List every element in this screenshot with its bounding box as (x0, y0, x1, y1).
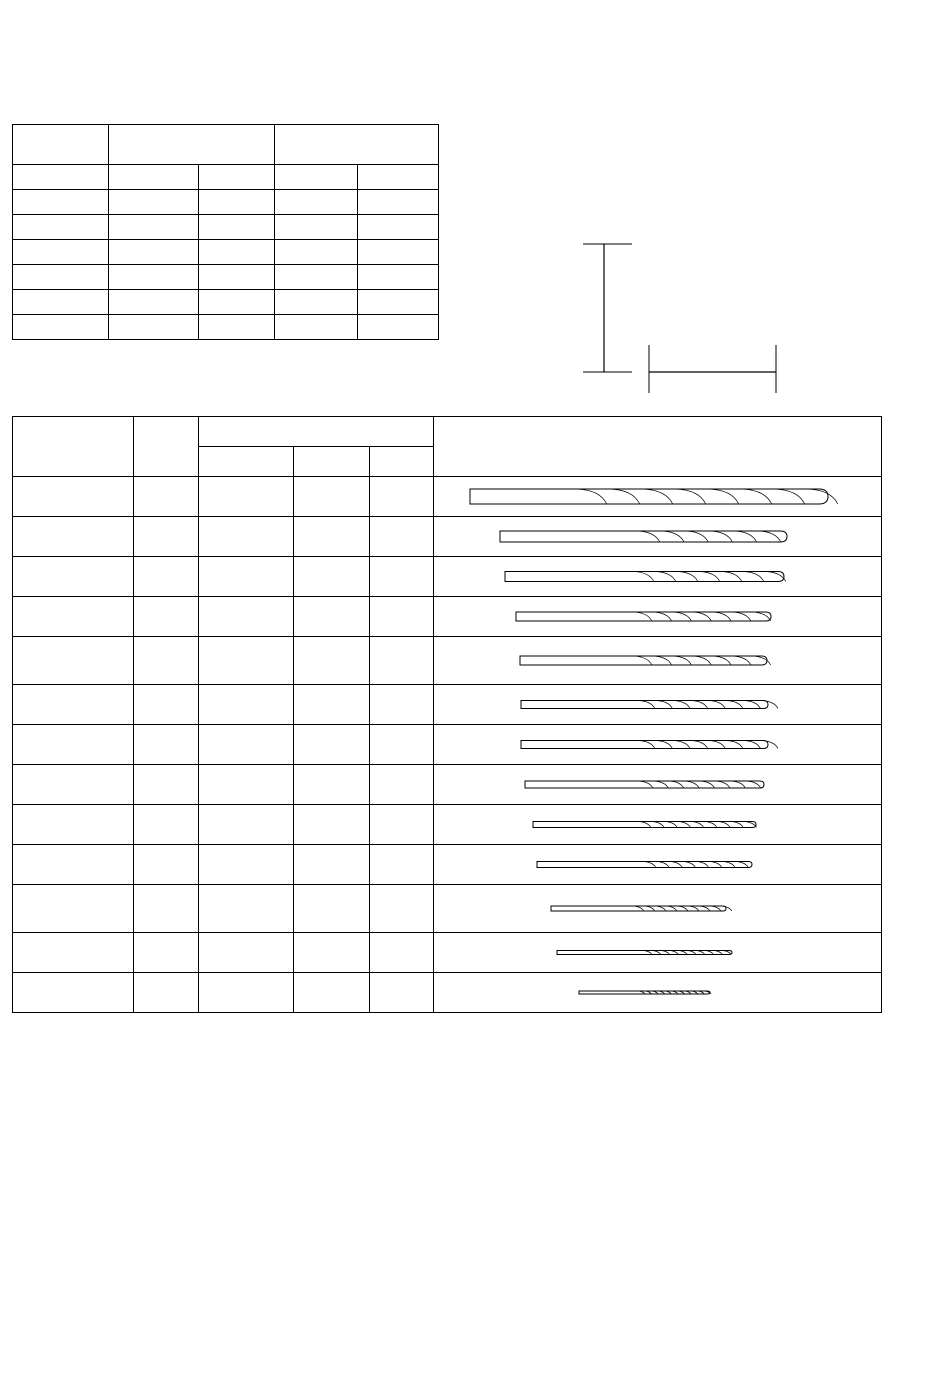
drill-bit-row (13, 597, 882, 637)
drill-bit-cell (133, 845, 198, 885)
drill-bit-cell (133, 557, 198, 597)
drill-bit-cell (13, 765, 134, 805)
size-table-cell (198, 165, 275, 190)
size-table-cell (275, 215, 358, 240)
size-table-cell (108, 315, 198, 340)
drill-bit-cell (370, 885, 434, 933)
drill-bit-cell (294, 933, 370, 973)
drill-bit-row (13, 885, 882, 933)
size-table-cell (275, 240, 358, 265)
drill-bit-drawing-cell (433, 477, 881, 517)
drill-bit-cell (13, 637, 134, 685)
drill-bit-cell (198, 725, 294, 765)
drill-bit-cell (370, 725, 434, 765)
drill-bit-cell (13, 933, 134, 973)
size-table (12, 124, 439, 340)
drill-bit-6-icon (434, 685, 880, 724)
drill-bit-7-icon (434, 725, 880, 764)
size-table-cell (358, 265, 439, 290)
size-table-cell (108, 215, 198, 240)
drill-bit-table-subheader-cell (198, 447, 294, 477)
drill-bit-drawing-cell (433, 885, 881, 933)
drill-bit-cell (294, 685, 370, 725)
drill-bit-cell (294, 517, 370, 557)
drill-bit-11-icon (434, 885, 880, 932)
size-table-cell (358, 165, 439, 190)
size-table-row (13, 265, 439, 290)
drill-bit-cell (370, 685, 434, 725)
drill-bit-row (13, 765, 882, 805)
size-table-cell (198, 265, 275, 290)
drill-bit-13-icon (434, 973, 880, 1012)
drill-bit-drawing-cell (433, 685, 881, 725)
size-table-cell (358, 240, 439, 265)
drill-bit-cell (370, 477, 434, 517)
drill-bit-cell (133, 685, 198, 725)
drill-bit-cell (13, 845, 134, 885)
size-table-cell (198, 215, 275, 240)
size-table-cell (13, 290, 109, 315)
size-table-cell (358, 215, 439, 240)
drill-bit-cell (294, 765, 370, 805)
drill-bit-cell (133, 765, 198, 805)
size-table-cell (13, 265, 109, 290)
drill-bit-cell (370, 973, 434, 1013)
drill-bit-drawing-cell (433, 973, 881, 1013)
drill-bit-cell (370, 557, 434, 597)
size-table-cell (108, 290, 198, 315)
drill-bit-cell (13, 685, 134, 725)
drill-bit-cell (370, 765, 434, 805)
drill-bit-cell (133, 725, 198, 765)
drill-bit-table-subheader-cell (294, 447, 370, 477)
drill-bit-cell (198, 885, 294, 933)
drill-bit-row (13, 845, 882, 885)
drill-bit-cell (198, 637, 294, 685)
size-table-subheader-row (13, 165, 439, 190)
drill-bit-cell (133, 477, 198, 517)
drill-bit-10-icon (434, 845, 880, 884)
drill-bit-table (12, 416, 882, 1013)
drill-bit-row (13, 725, 882, 765)
drill-bit-cell (370, 805, 434, 845)
drill-bit-cell (198, 597, 294, 637)
size-table-header-cell (108, 125, 275, 165)
drill-bit-row (13, 685, 882, 725)
drill-bit-cell (294, 885, 370, 933)
drill-bit-cell (198, 557, 294, 597)
drill-bit-table-header-cell (198, 417, 433, 447)
drill-bit-8-icon (434, 765, 880, 804)
drill-bit-cell (370, 845, 434, 885)
size-table-header-cell (275, 125, 439, 165)
drill-bit-cell (294, 637, 370, 685)
drill-bit-2-icon (434, 517, 880, 556)
drill-bit-cell (294, 557, 370, 597)
drill-bit-table-header-cell (433, 417, 881, 477)
drill-bit-row (13, 557, 882, 597)
drill-bit-cell (198, 765, 294, 805)
drill-bit-cell (133, 885, 198, 933)
drill-bit-cell (13, 597, 134, 637)
drill-bit-cell (198, 973, 294, 1013)
drill-bit-cell (294, 725, 370, 765)
drill-bit-cell (13, 805, 134, 845)
drill-bit-table-subheader-cell (370, 447, 434, 477)
drill-bit-cell (198, 517, 294, 557)
size-table-row (13, 215, 439, 240)
drill-bit-cell (370, 517, 434, 557)
size-table-cell (275, 315, 358, 340)
drill-bit-9-icon (434, 805, 880, 844)
size-table-cell (275, 190, 358, 215)
drill-bit-cell (133, 933, 198, 973)
drill-bit-cell (13, 725, 134, 765)
drill-bit-cell (294, 805, 370, 845)
drill-bit-cell (198, 933, 294, 973)
drill-bit-row (13, 973, 882, 1013)
drill-bit-cell (133, 637, 198, 685)
drill-bit-drawing-cell (433, 637, 881, 685)
size-table-cell (13, 190, 109, 215)
drill-bit-cell (198, 685, 294, 725)
drill-bit-1-icon (434, 477, 880, 516)
drill-bit-drawing-cell (433, 765, 881, 805)
drill-bit-row (13, 477, 882, 517)
size-table-cell (358, 315, 439, 340)
dimension-diagram (575, 235, 795, 400)
drill-bit-cell (198, 805, 294, 845)
drill-bit-drawing-cell (433, 597, 881, 637)
drill-bit-cell (294, 845, 370, 885)
drill-bit-body (557, 951, 732, 955)
drill-bit-cell (133, 517, 198, 557)
drill-bit-cell (13, 477, 134, 517)
size-table-cell (108, 265, 198, 290)
drill-bit-cell (13, 885, 134, 933)
size-table-cell (358, 190, 439, 215)
size-table-cell (275, 290, 358, 315)
drill-bit-cell (133, 805, 198, 845)
drill-bit-body (505, 572, 784, 582)
size-table-cell (13, 215, 109, 240)
size-table-cell (198, 190, 275, 215)
drill-bit-4-icon (434, 597, 880, 636)
drill-bit-3-icon (434, 557, 880, 596)
size-table-row (13, 315, 439, 340)
size-table-row (13, 190, 439, 215)
drill-bit-row (13, 637, 882, 685)
size-table-header-cell (13, 125, 109, 165)
drill-bit-12-icon (434, 933, 880, 972)
size-table-cell (198, 240, 275, 265)
drill-bit-cell (13, 973, 134, 1013)
drill-bit-cell (370, 637, 434, 685)
drill-bit-cell (198, 477, 294, 517)
size-table-cell (198, 290, 275, 315)
drill-bit-drawing-cell (433, 725, 881, 765)
drill-bit-cell (198, 845, 294, 885)
drill-bit-drawing-cell (433, 805, 881, 845)
drill-bit-drawing-cell (433, 517, 881, 557)
size-table-cell (13, 165, 109, 190)
drill-bit-cell (370, 933, 434, 973)
size-table-row (13, 240, 439, 265)
drill-bit-table-header-cell (133, 417, 198, 477)
size-table-cell (358, 290, 439, 315)
size-table-cell (108, 165, 198, 190)
size-table-cell (108, 190, 198, 215)
drill-bit-cell (294, 597, 370, 637)
drill-bit-cell (133, 973, 198, 1013)
drill-bit-body (470, 489, 828, 504)
size-table-cell (13, 315, 109, 340)
drill-bit-drawing-cell (433, 845, 881, 885)
drill-bit-cell (370, 597, 434, 637)
size-table-cell (198, 315, 275, 340)
size-table-row (13, 290, 439, 315)
drill-bit-cell (13, 517, 134, 557)
drill-bit-row (13, 805, 882, 845)
drill-bit-cell (133, 597, 198, 637)
drill-bit-body (516, 612, 771, 621)
size-table-cell (275, 265, 358, 290)
size-table-header-row (13, 125, 439, 165)
drill-bit-row (13, 933, 882, 973)
drill-bit-cell (294, 973, 370, 1013)
drill-bit-drawing-cell (433, 933, 881, 973)
drill-bit-table-header-row (13, 417, 882, 447)
size-table-cell (275, 165, 358, 190)
drill-bit-5-icon (434, 637, 880, 684)
drill-bit-row (13, 517, 882, 557)
drill-bit-table-header-cell (13, 417, 134, 477)
drill-bit-drawing-cell (433, 557, 881, 597)
size-table-cell (108, 240, 198, 265)
size-table-cell (13, 240, 109, 265)
drill-bit-cell (294, 477, 370, 517)
drill-bit-cell (13, 557, 134, 597)
